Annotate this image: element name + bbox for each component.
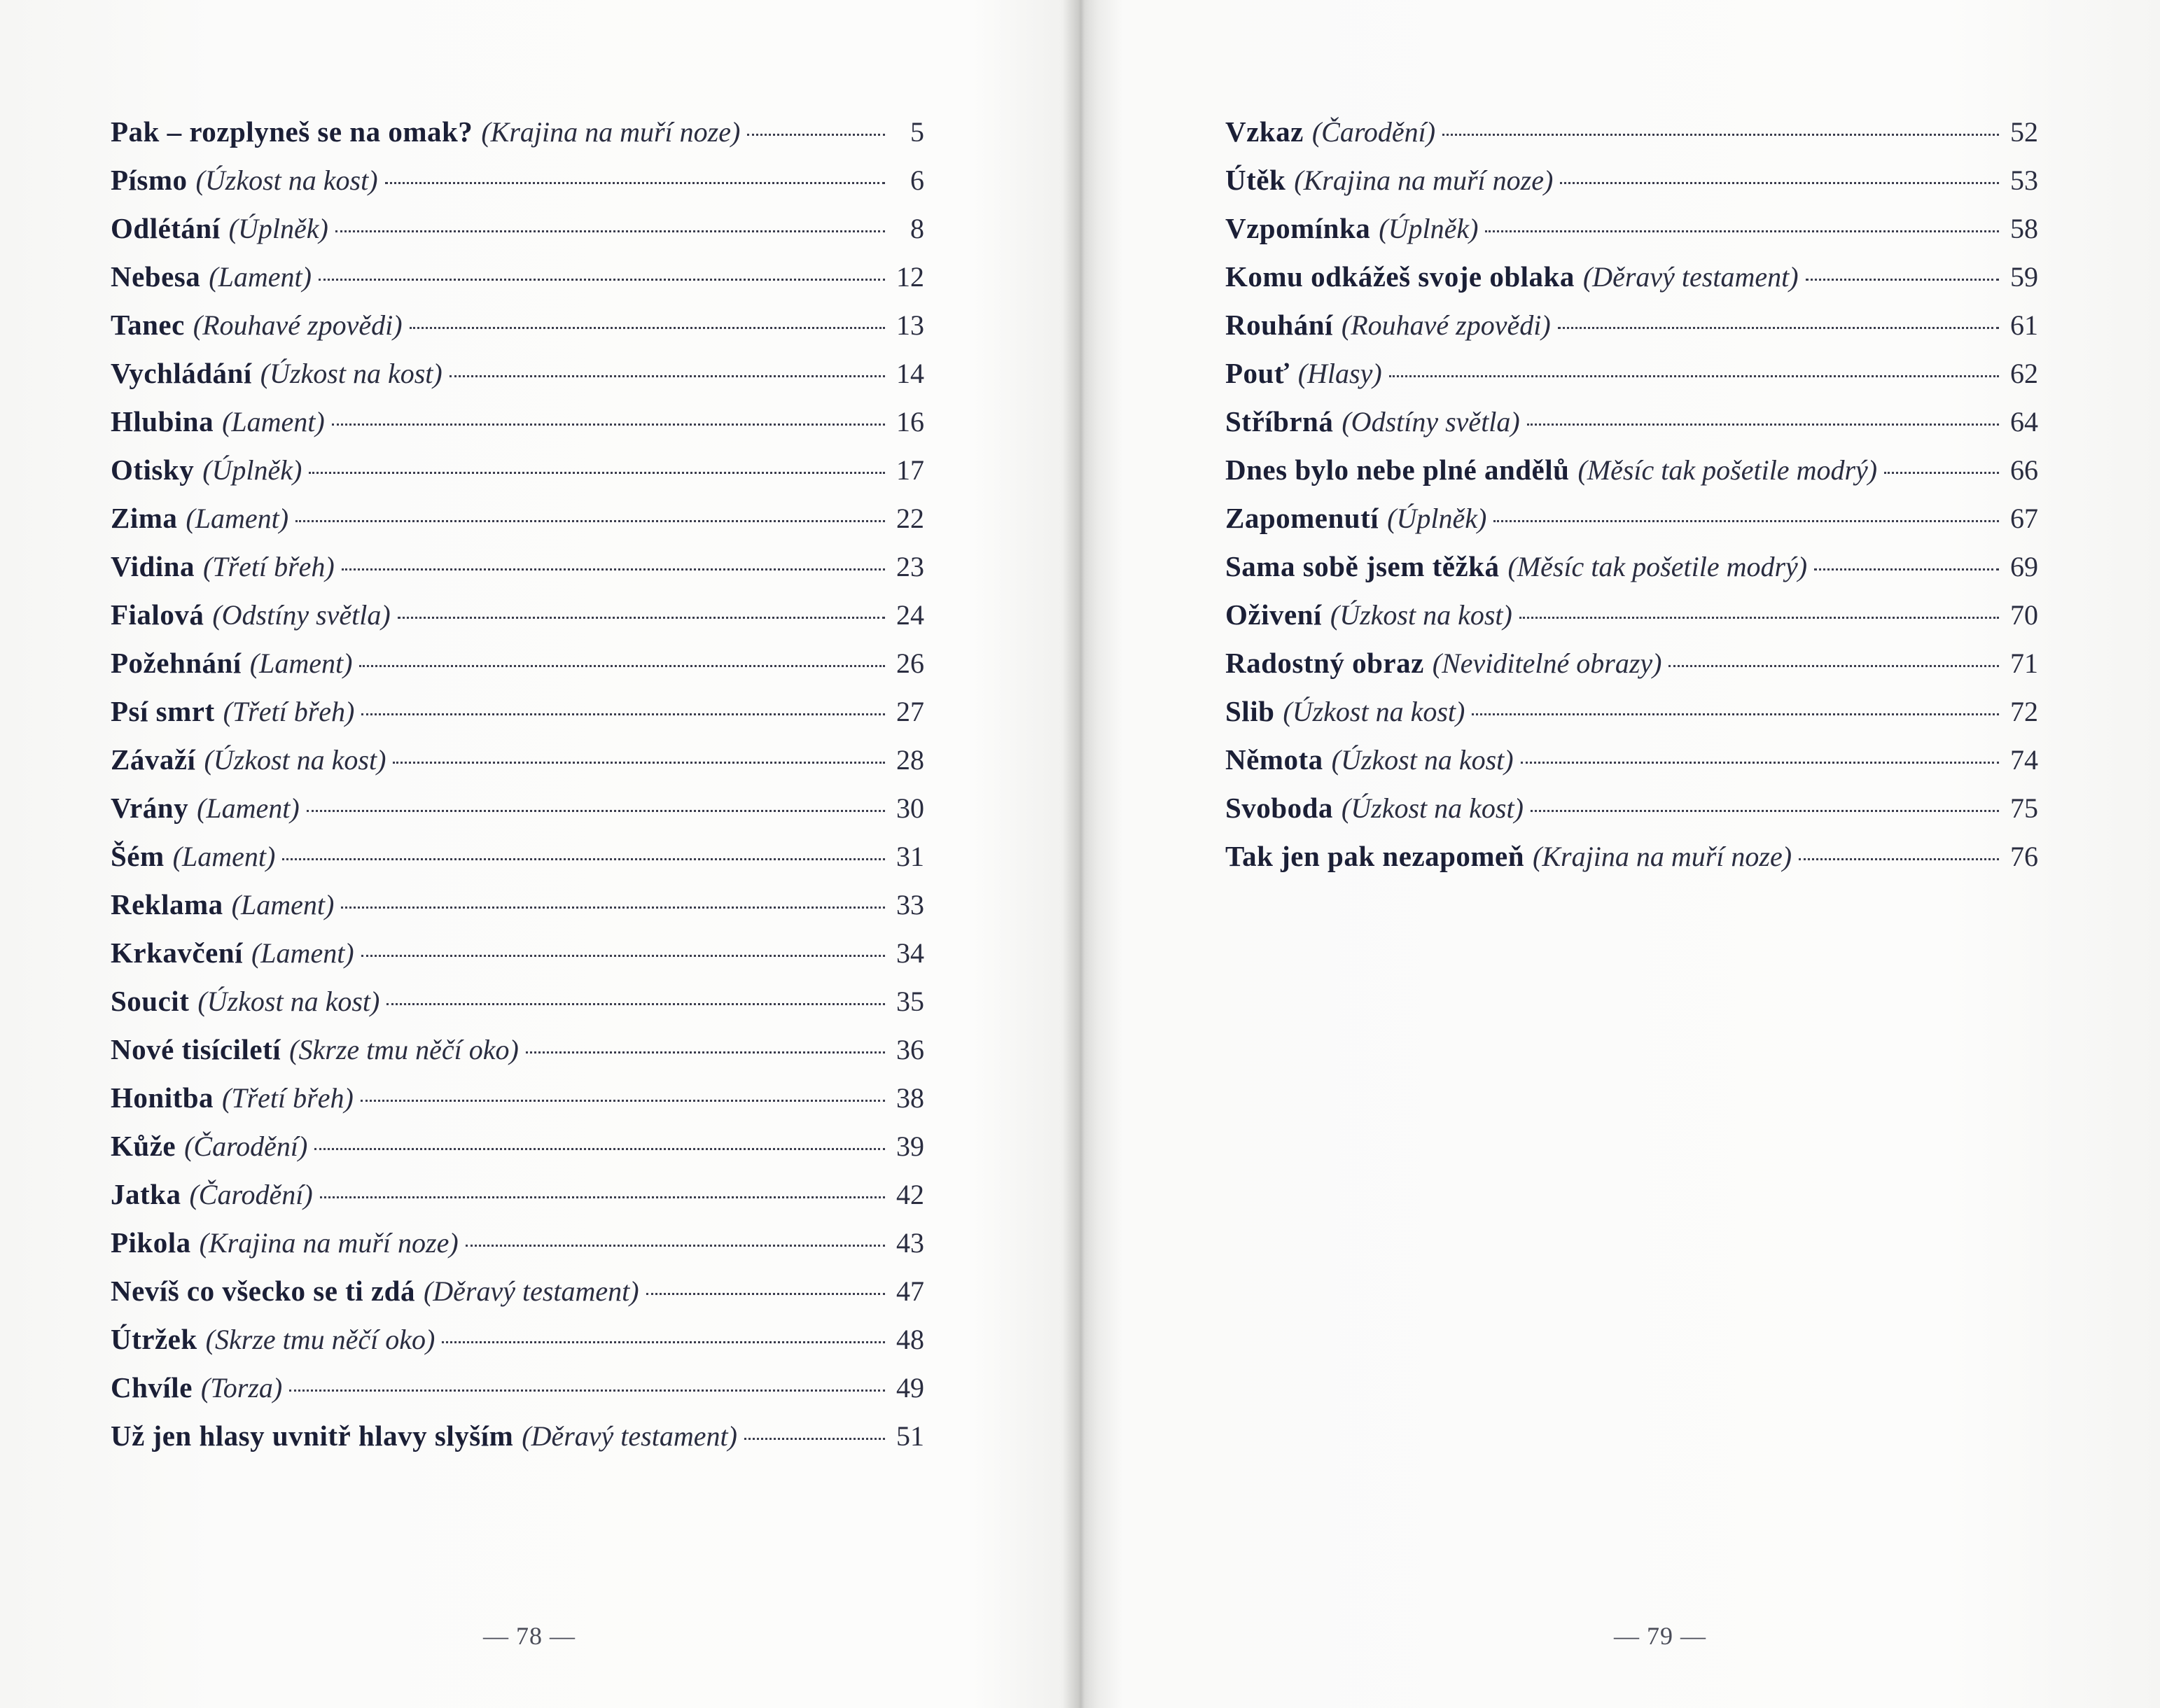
page-reference: 52	[2010, 116, 2038, 148]
dot-leader	[646, 1293, 885, 1295]
toc-entry	[111, 1081, 924, 1129]
dot-leader	[319, 279, 885, 281]
toc-entry	[111, 211, 924, 260]
poem-title: Reklama	[111, 888, 223, 920]
page-number-left: — 78 —	[483, 1622, 576, 1650]
dot-leader	[342, 568, 885, 570]
dot-leader	[282, 858, 885, 860]
page-reference: 26	[896, 648, 924, 679]
dot-leader	[393, 762, 885, 764]
poem-title: Krkavčení	[111, 937, 243, 969]
collection-name: (Lament)	[251, 937, 354, 969]
poem-title: Soucit	[111, 985, 190, 1017]
page-reference: 12	[896, 261, 924, 293]
toc-entry	[111, 1226, 924, 1274]
collection-name: (Hlasy)	[1297, 358, 1382, 389]
collection-name: (Lament)	[172, 841, 276, 872]
poem-title: Vrány	[111, 792, 189, 824]
dot-leader	[332, 424, 885, 426]
page-reference: 58	[2010, 213, 2038, 244]
dot-leader	[385, 182, 885, 184]
poem-title: Otisky	[111, 454, 195, 486]
poem-title: Šém	[111, 840, 165, 872]
toc-entry	[111, 260, 924, 308]
collection-name: (Měsíc tak pošetile modrý)	[1507, 551, 1808, 582]
page-reference: 70	[2010, 599, 2038, 631]
collection-name: (Krajina na muří noze)	[1533, 841, 1792, 872]
poem-title: Stříbrná	[1225, 405, 1334, 438]
toc-entry	[111, 984, 924, 1032]
toc-entry	[111, 1129, 924, 1177]
collection-name: (Úzkost na kost)	[1341, 792, 1524, 824]
toc-entry	[1225, 405, 2038, 453]
collection-name: (Třetí břeh)	[223, 696, 355, 727]
toc-entry	[111, 888, 924, 936]
toc-entry	[111, 1032, 924, 1081]
dot-leader	[386, 1003, 885, 1005]
dot-leader	[398, 617, 885, 619]
poem-title: Honitba	[111, 1082, 214, 1114]
poem-title: Pouť	[1225, 357, 1290, 389]
page-reference: 24	[896, 599, 924, 631]
page-reference: 62	[2010, 358, 2038, 389]
collection-name: (Děravý testament)	[1582, 261, 1799, 293]
poem-title: Pikola	[111, 1226, 191, 1259]
dot-leader	[526, 1051, 885, 1054]
poem-title: Pak – rozplyneš se na omak?	[111, 115, 473, 148]
collection-name: (Úplněk)	[228, 213, 328, 244]
dot-leader	[1389, 375, 1999, 377]
collection-name: (Lament)	[197, 792, 300, 824]
dot-leader	[295, 520, 885, 522]
page-reference: 76	[2010, 841, 2038, 872]
poem-title: Radostný obraz	[1225, 647, 1424, 679]
collection-name: (Úzkost na kost)	[204, 744, 386, 776]
dot-leader	[341, 906, 885, 909]
toc-entry	[111, 646, 924, 694]
collection-name: (Rouhavé zpovědi)	[193, 309, 403, 341]
poem-title: Odlétání	[111, 212, 221, 244]
poem-title: Psí smrt	[111, 695, 215, 727]
right-page	[1082, 0, 2160, 1708]
collection-name: (Krajina na muří noze)	[481, 116, 741, 148]
collection-name: (Měsíc tak pošetile modrý)	[1577, 454, 1878, 486]
toc-entry	[1225, 550, 2038, 598]
collection-name: (Skrze tmu něčí oko)	[205, 1324, 436, 1355]
dot-leader	[1884, 472, 1999, 474]
dot-leader	[314, 1148, 885, 1150]
collection-name: (Čarodění)	[189, 1179, 313, 1210]
collection-name: (Torza)	[200, 1372, 283, 1404]
toc-entry	[1225, 260, 2038, 308]
page-reference: 66	[2010, 454, 2038, 486]
toc-entry	[1225, 694, 2038, 743]
collection-name: (Lament)	[249, 648, 353, 679]
dot-leader	[1531, 810, 1999, 812]
page-reference: 48	[896, 1324, 924, 1355]
toc-entry	[111, 308, 924, 356]
page-reference: 23	[896, 551, 924, 582]
dot-leader	[307, 810, 885, 812]
page-reference: 36	[896, 1034, 924, 1065]
toc-entry	[111, 1322, 924, 1371]
toc-entry	[1225, 743, 2038, 791]
poem-title: Němota	[1225, 743, 1323, 776]
toc-entry	[111, 1177, 924, 1226]
poem-title: Nové tisíciletí	[111, 1033, 281, 1065]
dot-leader	[1442, 134, 1999, 136]
toc-entry	[111, 1274, 924, 1322]
poem-title: Vidina	[111, 550, 195, 582]
collection-name: (Krajina na muří noze)	[1294, 164, 1554, 196]
dot-leader	[450, 375, 885, 377]
toc-entry	[1225, 211, 2038, 260]
page-reference: 59	[2010, 261, 2038, 293]
toc-entry	[111, 453, 924, 501]
dot-leader	[1560, 182, 1999, 184]
poem-title: Vzkaz	[1225, 115, 1304, 148]
toc-entry	[111, 405, 924, 453]
poem-title: Zima	[111, 502, 178, 534]
toc-entry	[111, 115, 924, 163]
dot-leader	[1558, 327, 1999, 329]
page-reference: 72	[2010, 696, 2038, 727]
toc-entry	[1225, 115, 2038, 163]
dot-leader	[1814, 568, 1999, 570]
poem-title: Fialová	[111, 598, 204, 631]
poem-title: Nebesa	[111, 260, 201, 293]
page-reference: 42	[896, 1179, 924, 1210]
page-reference: 74	[2010, 744, 2038, 776]
collection-name: (Čarodění)	[1311, 116, 1436, 148]
poem-title: Tanec	[111, 309, 185, 341]
toc-entry	[111, 791, 924, 839]
collection-name: (Úplněk)	[202, 454, 302, 486]
page-reference: 51	[896, 1420, 924, 1452]
page-reference: 71	[2010, 648, 2038, 679]
toc-entry	[111, 501, 924, 550]
page-reference: 53	[2010, 164, 2038, 196]
collection-name: (Děravý testament)	[522, 1420, 737, 1452]
collection-name: (Úplněk)	[1379, 213, 1479, 244]
dot-leader	[335, 230, 885, 232]
poem-title: Komu odkážeš svoje oblaka	[1225, 260, 1575, 293]
page-reference: 75	[2010, 792, 2038, 824]
dot-leader	[744, 1438, 885, 1440]
collection-name: (Úzkost na kost)	[1331, 744, 1514, 776]
toc-entry	[1225, 791, 2038, 839]
dot-leader	[359, 665, 885, 667]
dot-leader	[1493, 520, 1999, 522]
toc-list-right	[1225, 115, 2038, 888]
toc-entry	[111, 163, 924, 211]
poem-title: Slib	[1225, 695, 1275, 727]
dot-leader	[442, 1341, 885, 1343]
poem-title: Útržek	[111, 1323, 197, 1355]
page-reference: 34	[896, 937, 924, 969]
poem-title: Chvíle	[111, 1371, 193, 1404]
dot-leader	[410, 327, 885, 329]
dot-leader	[1519, 617, 1999, 619]
page-reference: 69	[2010, 551, 2038, 582]
poem-title: Sama sobě jsem těžká	[1225, 550, 1500, 582]
poem-title: Kůže	[111, 1130, 176, 1162]
poem-title: Oživení	[1225, 598, 1322, 631]
poem-title: Už jen hlasy uvnitř hlavy slyším	[111, 1420, 514, 1452]
page-reference: 38	[896, 1082, 924, 1114]
page-reference: 13	[896, 309, 924, 341]
poem-title: Tak jen pak nezapomeň	[1225, 840, 1525, 872]
collection-name: (Rouhavé zpovědi)	[1341, 309, 1551, 341]
collection-name: (Skrze tmu něčí oko)	[289, 1034, 519, 1065]
page-reference: 28	[896, 744, 924, 776]
toc-entry	[1225, 356, 2038, 405]
page-reference: 27	[896, 696, 924, 727]
collection-name: (Lament)	[209, 261, 312, 293]
poem-title: Jatka	[111, 1178, 181, 1210]
page-reference: 33	[896, 889, 924, 920]
page-reference: 67	[2010, 503, 2038, 534]
toc-entry	[111, 936, 924, 984]
dot-leader	[747, 134, 885, 136]
page-reference: 17	[896, 454, 924, 486]
poem-title: Rouhání	[1225, 309, 1333, 341]
toc-entry	[1225, 598, 2038, 646]
collection-name: (Třetí břeh)	[222, 1082, 354, 1114]
collection-name: (Odstíny světla)	[1342, 406, 1520, 438]
poem-title: Útěk	[1225, 164, 1286, 196]
collection-name: (Neviditelné obrazy)	[1432, 648, 1662, 679]
page-reference: 64	[2010, 406, 2038, 438]
collection-name: (Úzkost na kost)	[195, 164, 378, 196]
collection-name: (Třetí břeh)	[202, 551, 335, 582]
page-reference: 43	[896, 1227, 924, 1259]
dot-leader	[466, 1245, 885, 1247]
collection-name: (Lament)	[231, 889, 335, 920]
poem-title: Nevíš co všecko se ti zdá	[111, 1275, 415, 1307]
page-reference: 30	[896, 792, 924, 824]
dot-leader	[1485, 230, 1999, 232]
collection-name: (Úzkost na kost)	[1283, 696, 1465, 727]
toc-entry	[1225, 308, 2038, 356]
page-reference: 5	[910, 116, 924, 148]
page-reference: 14	[896, 358, 924, 389]
page-reference: 16	[896, 406, 924, 438]
toc-list-left	[111, 115, 924, 1467]
left-page	[0, 0, 1071, 1708]
page-reference: 6	[910, 164, 924, 196]
poem-title: Písmo	[111, 164, 188, 196]
toc-entry	[111, 1371, 924, 1419]
toc-entry	[111, 356, 924, 405]
collection-name: (Úzkost na kost)	[260, 358, 443, 389]
toc-entry	[1225, 453, 2038, 501]
poem-title: Závaží	[111, 743, 196, 776]
toc-entry	[1225, 839, 2038, 888]
page-reference: 39	[896, 1130, 924, 1162]
poem-title: Požehnání	[111, 647, 242, 679]
collection-name: (Úzkost na kost)	[1330, 599, 1512, 631]
poem-title: Zapomenutí	[1225, 502, 1379, 534]
page-reference: 22	[896, 503, 924, 534]
toc-entry	[111, 839, 924, 888]
dot-leader	[1799, 858, 1999, 860]
collection-name: (Lament)	[222, 406, 325, 438]
collection-name: (Odstíny světla)	[212, 599, 391, 631]
dot-leader	[1472, 713, 1999, 715]
page-number-right: — 79 —	[1614, 1622, 1706, 1650]
dot-leader	[361, 955, 885, 957]
toc-entry	[111, 743, 924, 791]
dot-leader	[309, 472, 885, 474]
toc-entry	[111, 550, 924, 598]
toc-entry	[1225, 646, 2038, 694]
page-reference: 8	[910, 213, 924, 244]
toc-entry	[111, 598, 924, 646]
page-reference: 31	[896, 841, 924, 872]
dot-leader	[361, 713, 885, 715]
poem-title: Vzpomínka	[1225, 212, 1371, 244]
collection-name: (Úzkost na kost)	[197, 986, 380, 1017]
poem-title: Hlubina	[111, 405, 214, 438]
page-reference: 47	[896, 1275, 924, 1307]
collection-name: (Úplněk)	[1387, 503, 1487, 534]
dot-leader	[1521, 762, 1999, 764]
collection-name: (Krajina na muří noze)	[199, 1227, 459, 1259]
toc-entry	[111, 694, 924, 743]
dot-leader	[1806, 279, 1999, 281]
poem-title: Vychládání	[111, 357, 252, 389]
dot-leader	[361, 1100, 885, 1102]
page-reference: 35	[896, 986, 924, 1017]
collection-name: (Děravý testament)	[423, 1275, 639, 1307]
toc-entry	[1225, 501, 2038, 550]
dot-leader	[1527, 424, 1999, 426]
dot-leader	[320, 1196, 885, 1198]
dot-leader	[289, 1390, 885, 1392]
collection-name: (Čarodění)	[184, 1130, 308, 1162]
poem-title: Svoboda	[1225, 792, 1333, 824]
dot-leader	[1668, 665, 1999, 667]
collection-name: (Lament)	[186, 503, 289, 534]
poem-title: Dnes bylo nebe plné andělů	[1225, 454, 1570, 486]
page-reference: 61	[2010, 309, 2038, 341]
page-reference: 49	[896, 1372, 924, 1404]
toc-entry	[1225, 163, 2038, 211]
toc-entry	[111, 1419, 924, 1467]
